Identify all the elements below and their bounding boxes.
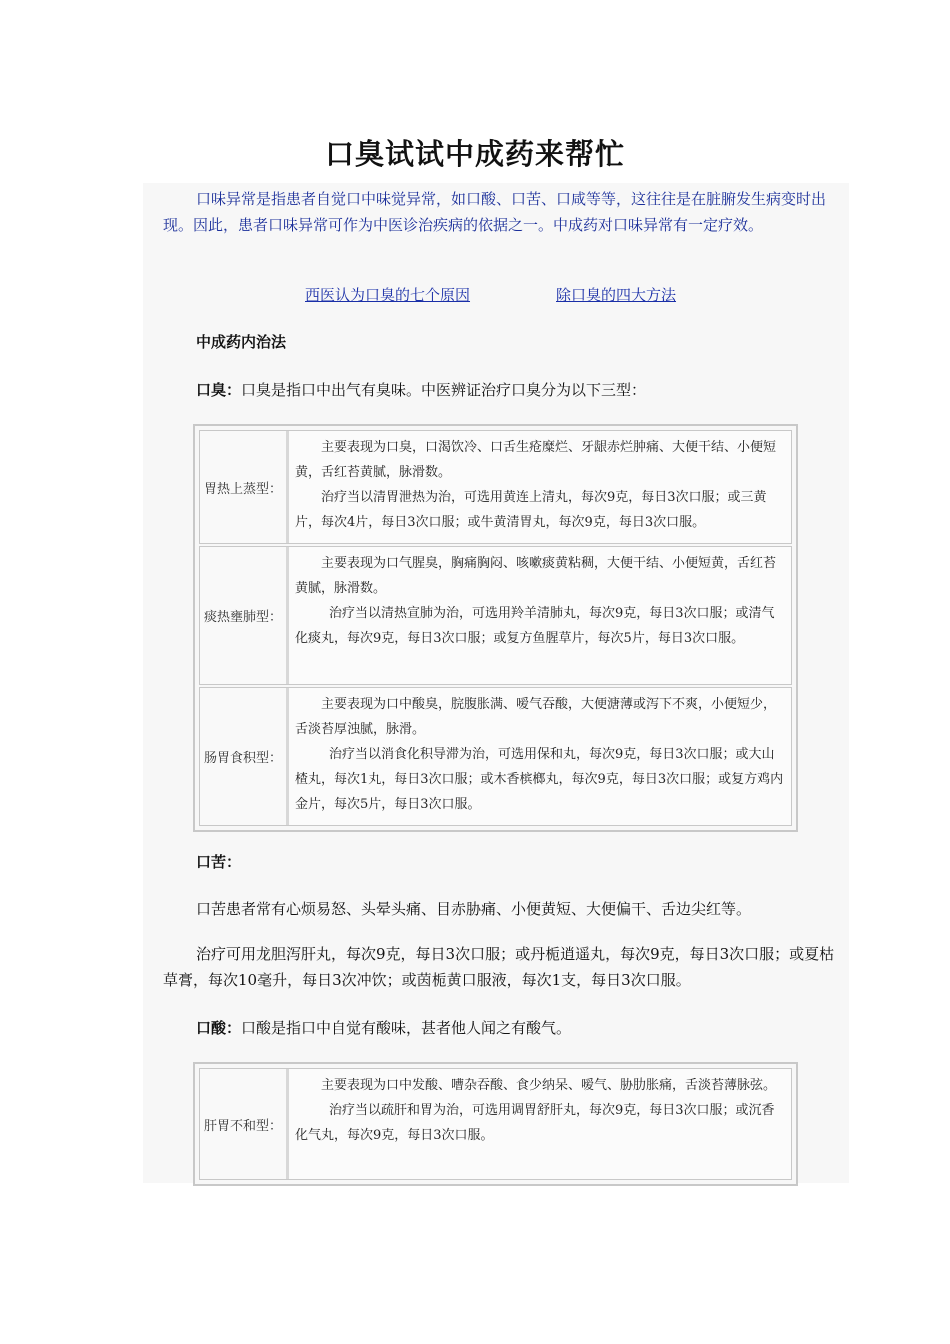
kouchou-types-table <box>193 424 798 832</box>
section-heading <box>196 331 286 352</box>
link-four-methods[interactable]: 除口臭的四大方法 <box>556 286 677 304</box>
kouchou-text: 口臭是指口中出气有臭味。中医辨证治疗口臭分为以下三型： <box>241 381 647 399</box>
kousuan-line <box>196 1017 571 1038</box>
kousuan-text: 口酸是指口中自觉有酸味，甚者他人闻之有酸气。 <box>241 1019 572 1037</box>
kouku-heading <box>196 851 241 872</box>
link-seven-causes[interactable]: 西医认为口臭的七个原因 <box>305 286 471 304</box>
treatment-text: 治疗当以清热宣肺为治，可选用羚羊清肺丸，每次9克，每日3次口服；或清气化痰丸，每次9克，每日3次口服；或复方鱼腥草片，每次5片，每日3次口服。 <box>295 606 775 646</box>
kouchou-label: 口臭： <box>196 381 242 399</box>
type-description <box>289 688 791 825</box>
page-title: 口臭试试中成药来帮忙 <box>324 137 625 171</box>
type-description <box>289 1069 791 1179</box>
symptoms-text: 主要表现为口臭，口渴饮冷、口舌生疮糜烂、牙龈赤烂肿痛、大便干结、小便短黄，舌红苔黄腻，脉滑数。 <box>295 440 777 480</box>
type-description <box>289 431 791 543</box>
kousuan-label: 口酸： <box>196 1019 242 1037</box>
type-description <box>289 547 791 684</box>
kouku-paragraph-1: 口苦患者常有心烦易怒、头晕头痛、目赤胁痛、小便黄短、大便偏干、舌边尖红等。 <box>196 900 752 918</box>
type-label: 痰热壅肺型： <box>200 547 289 684</box>
intro-paragraph: 口味异常是指患者自觉口中味觉异常，如口酸、口苦、口咸等等，这往往是在脏腑发生病变时出现。因此，患者口味异常可作为中医诊治疾病的依据之一。中成药对口味异常有一定疗效。 <box>163 190 827 234</box>
kouku-paragraph-2: 治疗可用龙胆泻肝丸，每次9克，每日3次口服；或丹栀逍遥丸，每次9克，每日3次口服；或夏枯草膏，每次10毫升，每日3次冲饮；或茵栀黄口服液，每次1支，每日3次口服。 <box>163 945 835 989</box>
table-row <box>199 430 792 544</box>
treatment-text: 治疗当以消食化积导滞为治，可选用保和丸，每次9克，每日3次口服；或大山楂丸，每次1丸，每日3次口服；或木香槟榔丸，每次9克，每日3次口服；或复方鸡内金片，每次5片，每日3次口服。 <box>295 747 784 812</box>
section-heading-text: 中成药内治法 <box>196 333 287 351</box>
type-label: 肝胃不和型： <box>200 1069 289 1179</box>
treatment-text: 治疗当以疏肝和胃为治，可选用调胃舒肝丸，每次9克，每日3次口服；或沉香化气丸，每次9克，每日3次口服。 <box>295 1103 775 1143</box>
kouku-label: 口苦： <box>196 853 242 871</box>
kousuan-types-table <box>193 1062 798 1186</box>
table-row <box>199 687 792 826</box>
type-label: 肠胃食积型： <box>200 688 289 825</box>
symptoms-text: 主要表现为口中酸臭，脘腹胀满、嗳气吞酸，大便溏薄或泻下不爽，小便短少，舌淡苔厚浊腻，脉滑。 <box>295 697 777 737</box>
table-row <box>199 546 792 685</box>
type-label: 胃热上蒸型： <box>200 431 289 543</box>
kouchou-line <box>196 379 646 400</box>
symptoms-text: 主要表现为口中发酸、嘈杂吞酸、食少纳呆、嗳气、胁肋胀痛，舌淡苔薄脉弦。 <box>321 1078 777 1093</box>
table-row <box>199 1068 792 1180</box>
symptoms-text: 主要表现为口气腥臭，胸痛胸闷、咳嗽痰黄粘稠，大便干结、小便短黄，舌红苔黄腻，脉滑数。 <box>295 556 777 596</box>
treatment-text: 治疗当以清胃泄热为治，可选用黄连上清丸，每次9克，每日3次口服；或三黄片，每次4片，每日3次口服；或牛黄清胃丸，每次9克，每日3次口服。 <box>295 490 767 530</box>
